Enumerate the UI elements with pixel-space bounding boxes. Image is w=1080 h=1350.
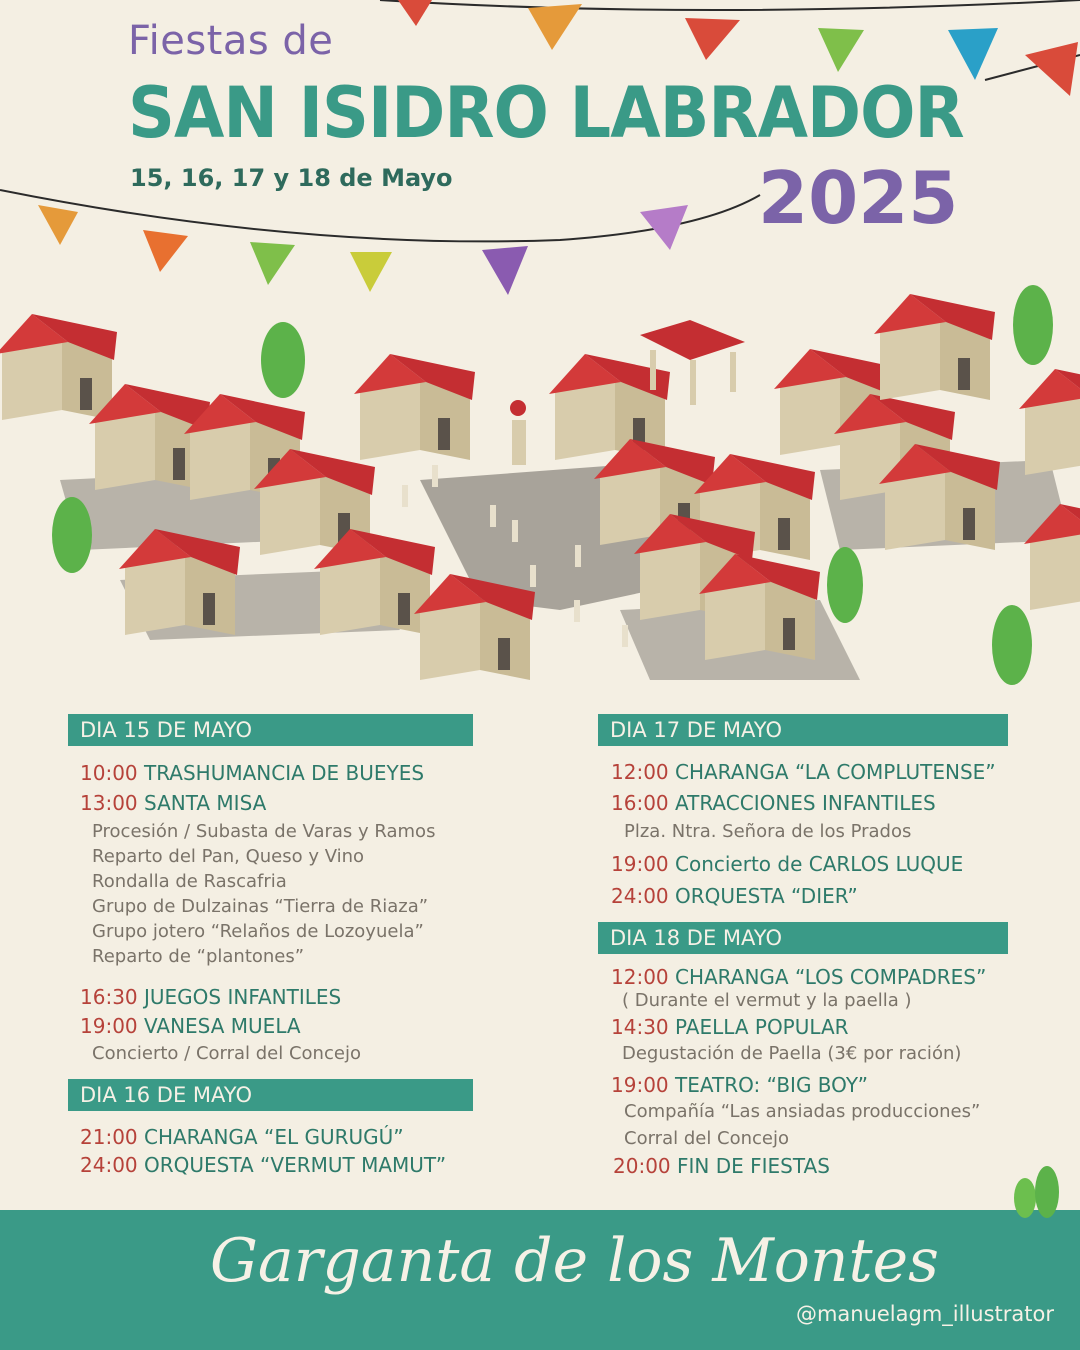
day-header-16: DIA 16 DE MAYO (68, 1079, 473, 1111)
event-title: VANESA MUELA (144, 1014, 301, 1038)
event-title: CHARANGA “LOS COMPADRES” (675, 965, 987, 989)
event-title: PAELLA POPULAR (675, 1015, 849, 1039)
event-time: 21:00 (80, 1125, 138, 1149)
town-name: Garganta de los Montes (210, 1226, 939, 1296)
bush-icon (1005, 1160, 1065, 1220)
event-15-vanesa (80, 1014, 301, 1038)
event-15-santa-misa (80, 791, 266, 815)
event-17-luque (611, 852, 963, 876)
event-18-teatro (611, 1073, 868, 1097)
title-fiestas-de: Fiestas de (128, 18, 334, 64)
event-time: 16:30 (80, 985, 138, 1009)
note-corral: Corral del Concejo (624, 1128, 790, 1149)
festival-year: 2025 (758, 156, 959, 240)
event-time: 10:00 (80, 761, 138, 785)
note-compania: Compañía “Las ansiadas producciones” (624, 1101, 981, 1122)
event-title: TEATRO: “BIG BOY” (675, 1073, 869, 1097)
event-title: TRASHUMANCIA DE BUEYES (144, 761, 425, 785)
festival-dates: 15, 16, 17 y 18 de Mayo (130, 164, 453, 192)
event-17-complutense (611, 760, 996, 784)
event-title: CHARANGA “LA COMPLUTENSE” (675, 760, 996, 784)
event-title: FIN DE FIESTAS (677, 1154, 830, 1178)
event-title: Concierto de CARLOS LUQUE (675, 852, 964, 876)
event-time: 19:00 (611, 1073, 669, 1097)
note-jotero: Grupo jotero “Relaños de Lozoyuela” (92, 921, 424, 942)
event-18-compadres (611, 965, 986, 989)
village-illustration (0, 280, 1080, 700)
event-time: 20:00 (613, 1154, 671, 1178)
event-15-juegos (80, 985, 341, 1009)
note-dulzainas: Grupo de Dulzainas “Tierra de Riaza” (92, 896, 429, 917)
day-header-18: DIA 18 DE MAYO (598, 922, 1008, 954)
event-time: 19:00 (80, 1014, 138, 1038)
event-title: SANTA MISA (144, 791, 267, 815)
event-time: 14:30 (611, 1015, 669, 1039)
event-title: ATRACCIONES INFANTILES (675, 791, 936, 815)
event-time: 13:00 (80, 791, 138, 815)
event-15-trashumancia (80, 761, 424, 785)
note-rondalla: Rondalla de Rascafria (92, 871, 287, 892)
note-plaza: Plza. Ntra. Señora de los Prados (624, 821, 912, 842)
event-time: 12:00 (611, 965, 669, 989)
event-17-dier (611, 884, 858, 908)
event-title: CHARANGA “EL GURUGÚ” (144, 1125, 404, 1149)
event-title: JUEGOS INFANTILES (144, 985, 342, 1009)
event-16-gurugu (80, 1125, 404, 1149)
event-18-fin (613, 1154, 830, 1178)
event-time: 24:00 (80, 1153, 138, 1177)
event-time: 12:00 (611, 760, 669, 784)
event-time: 16:00 (611, 791, 669, 815)
note-procesion: Procesión / Subasta de Varas y Ramos (92, 821, 436, 842)
event-title: ORQUESTA “DIER” (675, 884, 858, 908)
event-time: 19:00 (611, 852, 669, 876)
day-header-15: DIA 15 DE MAYO (68, 714, 473, 746)
day-header-17: DIA 17 DE MAYO (598, 714, 1008, 746)
event-17-atracciones (611, 791, 936, 815)
note-degustacion: Degustación de Paella (3€ por ración) (622, 1043, 962, 1064)
event-time: 24:00 (611, 884, 669, 908)
note-reparto-pan: Reparto del Pan, Queso y Vino (92, 846, 365, 867)
event-title: ORQUESTA “VERMUT MAMUT” (144, 1153, 447, 1177)
note-plantones: Reparto de “plantones” (92, 946, 305, 967)
note-concierto-corral: Concierto / Corral del Concejo (92, 1043, 361, 1064)
event-16-vermut (80, 1153, 446, 1177)
title-san-isidro: SAN ISIDRO LABRADOR (128, 72, 964, 154)
note-vermut-paella: ( Durante el vermut y la paella ) (622, 990, 912, 1011)
event-18-paella (611, 1015, 849, 1039)
illustrator-credit: @manuelagm_illustrator (795, 1302, 1054, 1326)
